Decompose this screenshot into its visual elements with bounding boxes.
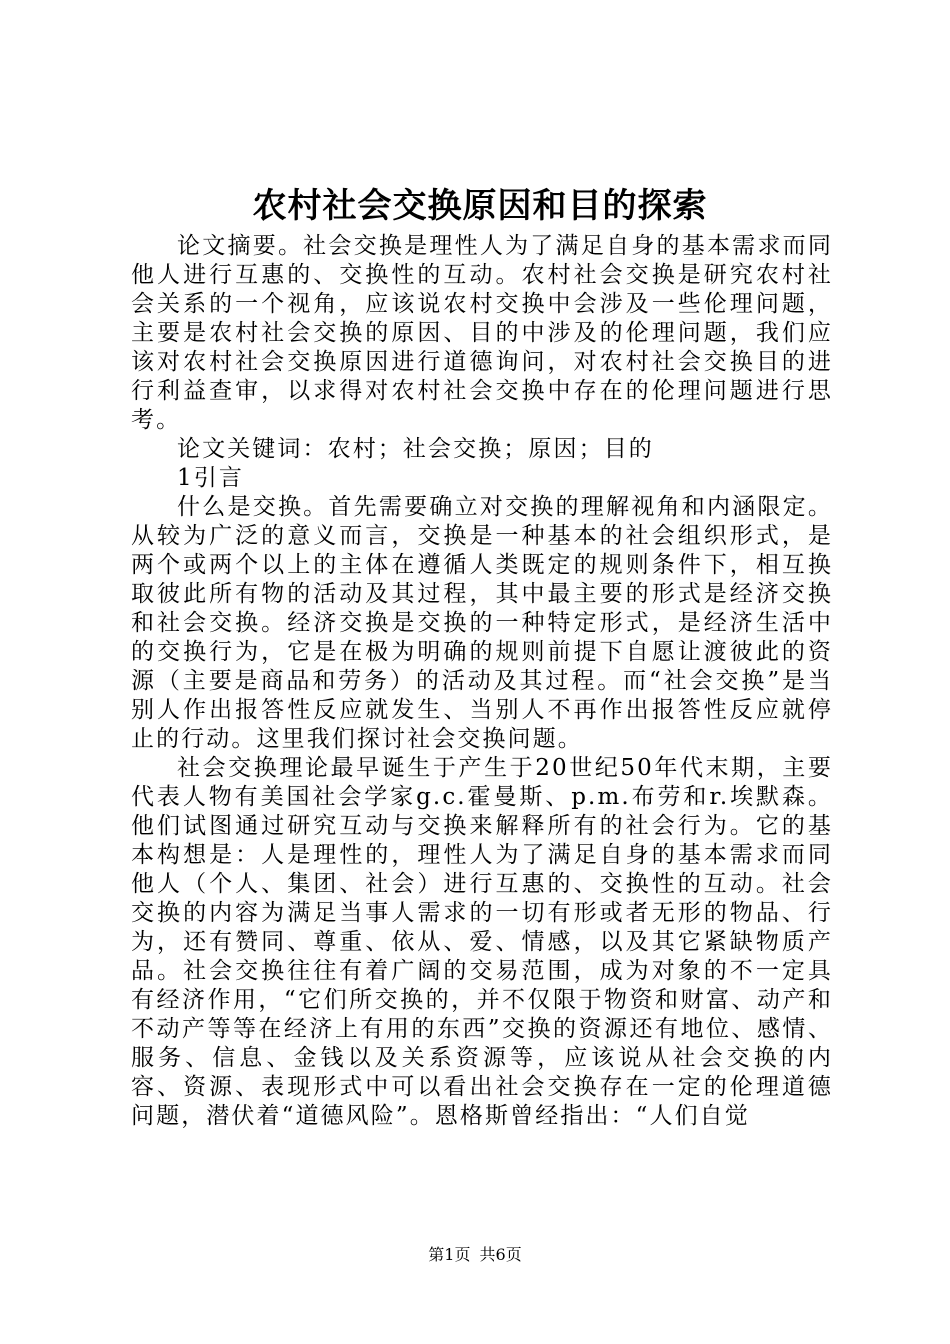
keywords-paragraph: 论文关键词：农村；社会交换；原因；目的 [177,436,654,462]
body-paragraph: 社会交换理论最早诞生于产生于20世纪50年代末期，主要代表人物有美国社会学家g.c.霍曼斯、p.m.布劳和r.埃默森。他们试图通过研究互动与交换来解释所有的社会行为。它的基本构想是：人是理性的，理性人为了满足自身的基本需求而同他人（个人、集团、社会）进行互惠的、交换性的互动。社会交换的内容为满足当事人需求的一切有形或者无形的物品、行为，还有赞同、尊重、依从、爱、情感，以及其它紧缺物质产品。社会交换往往有着广阔的交易范围，成为对象的不一定具有经济作用，“它们所交换的，并不仅限于物资和财富、动产和不动产等等在经济上有用的东西”交换的资源还有地位、感情、服务、信息、金钱以及关系资源等，应该说从社会交换的内容、资源、表现形式中可以看出社会交换存在一定的伦理道德问题，潜伏着“道德风险”。恩格斯曾经指出：“人们自觉 [131,755,833,1129]
body-paragraph: 什么是交换。首先需要确立对交换的理解视角和内涵限定。从较为广泛的意义而言，交换是一种基本的社会组织形式，是两个或两个以上的主体在遵循人类既定的规则条件下，相互换取彼此所有物的活动及其过程，其中最主要的形式是经济交换和社会交换。经济交换是交换的一种特定形式，是经济生活中的交换行为，它是在极为明确的规则前提下自愿让渡彼此的资源（主要是商品和劳务）的活动及其过程。而“社会交换”是当别人作出报答性反应就发生、当别人不再作出报答性反应就停止的行动。这里我们探讨社会交换问题。 [131,494,833,752]
page-footer [0,1244,950,1266]
section-heading-introduction: 1引言 [177,465,244,491]
document-title: 农村社会交换原因和目的探索 [252,186,708,226]
document-body [131,232,833,1131]
page-total: 共6页 [479,1245,522,1264]
abstract-paragraph: 论文摘要。社会交换是理性人为了满足自身的基本需求而同他人进行互惠的、交换性的互动。农村社会交换是研究农村社会关系的一个视角，应该说农村交换中会涉及一些伦理问题，主要是农村社会交换的原因、目的中涉及的伦理问题，我们应该对农村社会交换原因进行道德询问，对农村社会交换目的进行利益查审，以求得对农村社会交换中存在的伦理问题进行思考。 [131,233,833,433]
page-number: 第1页 [428,1245,471,1264]
